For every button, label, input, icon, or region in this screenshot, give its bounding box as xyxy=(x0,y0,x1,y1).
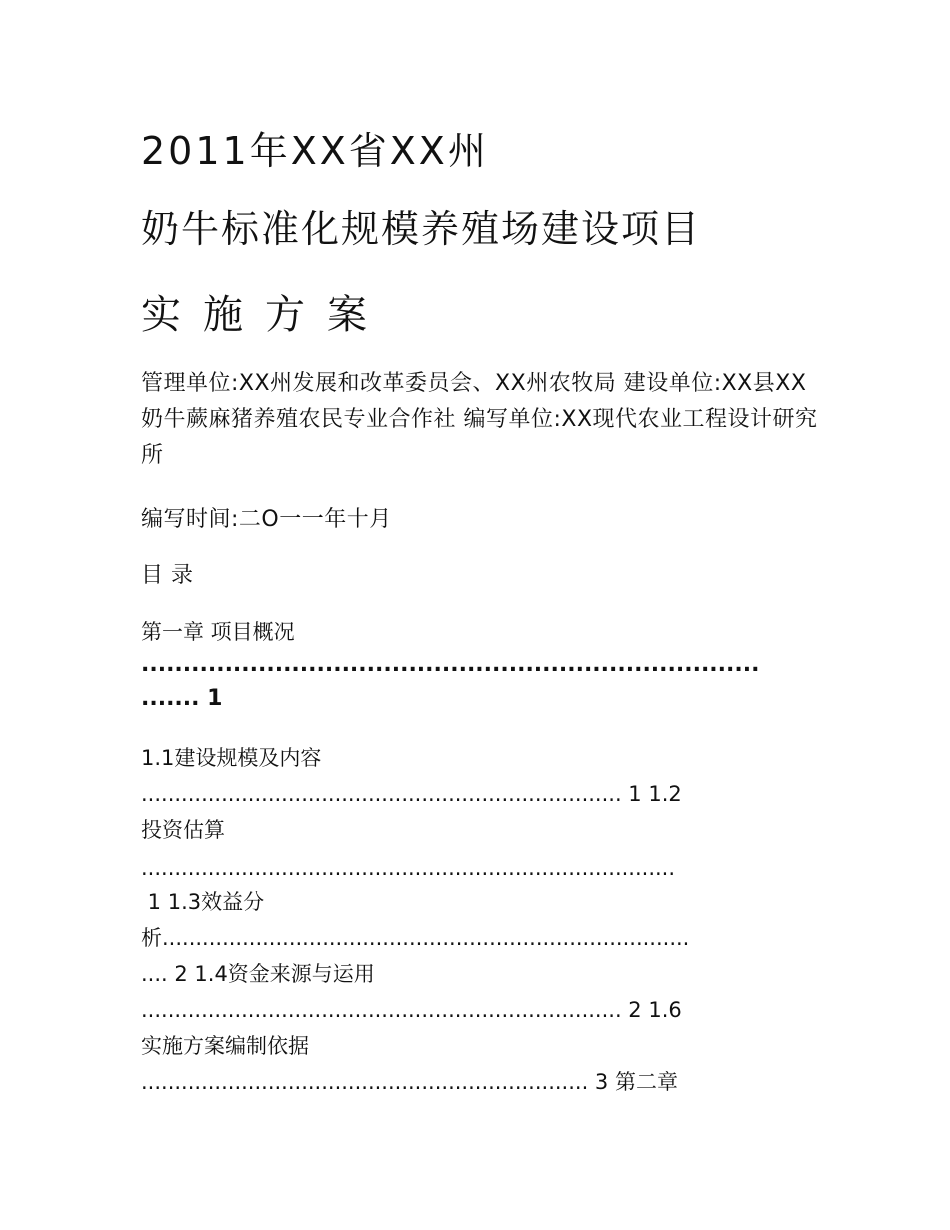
toc-line: 实施方案编制依据 xyxy=(141,1034,309,1058)
toc-line: ................................................................................ xyxy=(141,856,676,880)
toc-line: 投资估算 xyxy=(141,818,225,842)
toc-chapter-1-page: ....... 1 xyxy=(141,686,223,711)
title-line-2: 奶牛标准化规模养殖场建设项目 xyxy=(141,207,702,251)
compile-time: 编写时间:二O一一年十月 xyxy=(141,507,392,532)
toc-line: 1.1建设规模及内容 xyxy=(141,746,322,770)
toc-chapter-1-leader: .......................................................................... xyxy=(141,652,760,677)
title-line-1: 2011年XX省XX州 xyxy=(141,129,489,173)
toc-line: ........................................................................ 2 1.6 xyxy=(141,998,682,1022)
toc-chapter-1: 第一章 项目概况 xyxy=(141,620,295,644)
toc-line: .... 2 1.4资金来源与运用 xyxy=(141,962,375,986)
units-paragraph: 管理单位:XX州发展和改革委员会、XX州农牧局 建设单位:XX县XX奶牛蕨麻猪养殖农民专业合作社 编写单位:XX现代农业工程设计研究所 xyxy=(141,371,818,468)
toc-line: ................................................................... 3 第二章 xyxy=(141,1070,678,1094)
toc-line: ........................................................................ 1 1.2 xyxy=(141,782,682,806)
toc-line: 析............................................................................... xyxy=(141,926,690,950)
toc-heading: 目 录 xyxy=(141,563,194,588)
toc-line: 1 1.3效益分 xyxy=(141,890,265,914)
title-line-3: 实施方案 xyxy=(141,292,389,338)
